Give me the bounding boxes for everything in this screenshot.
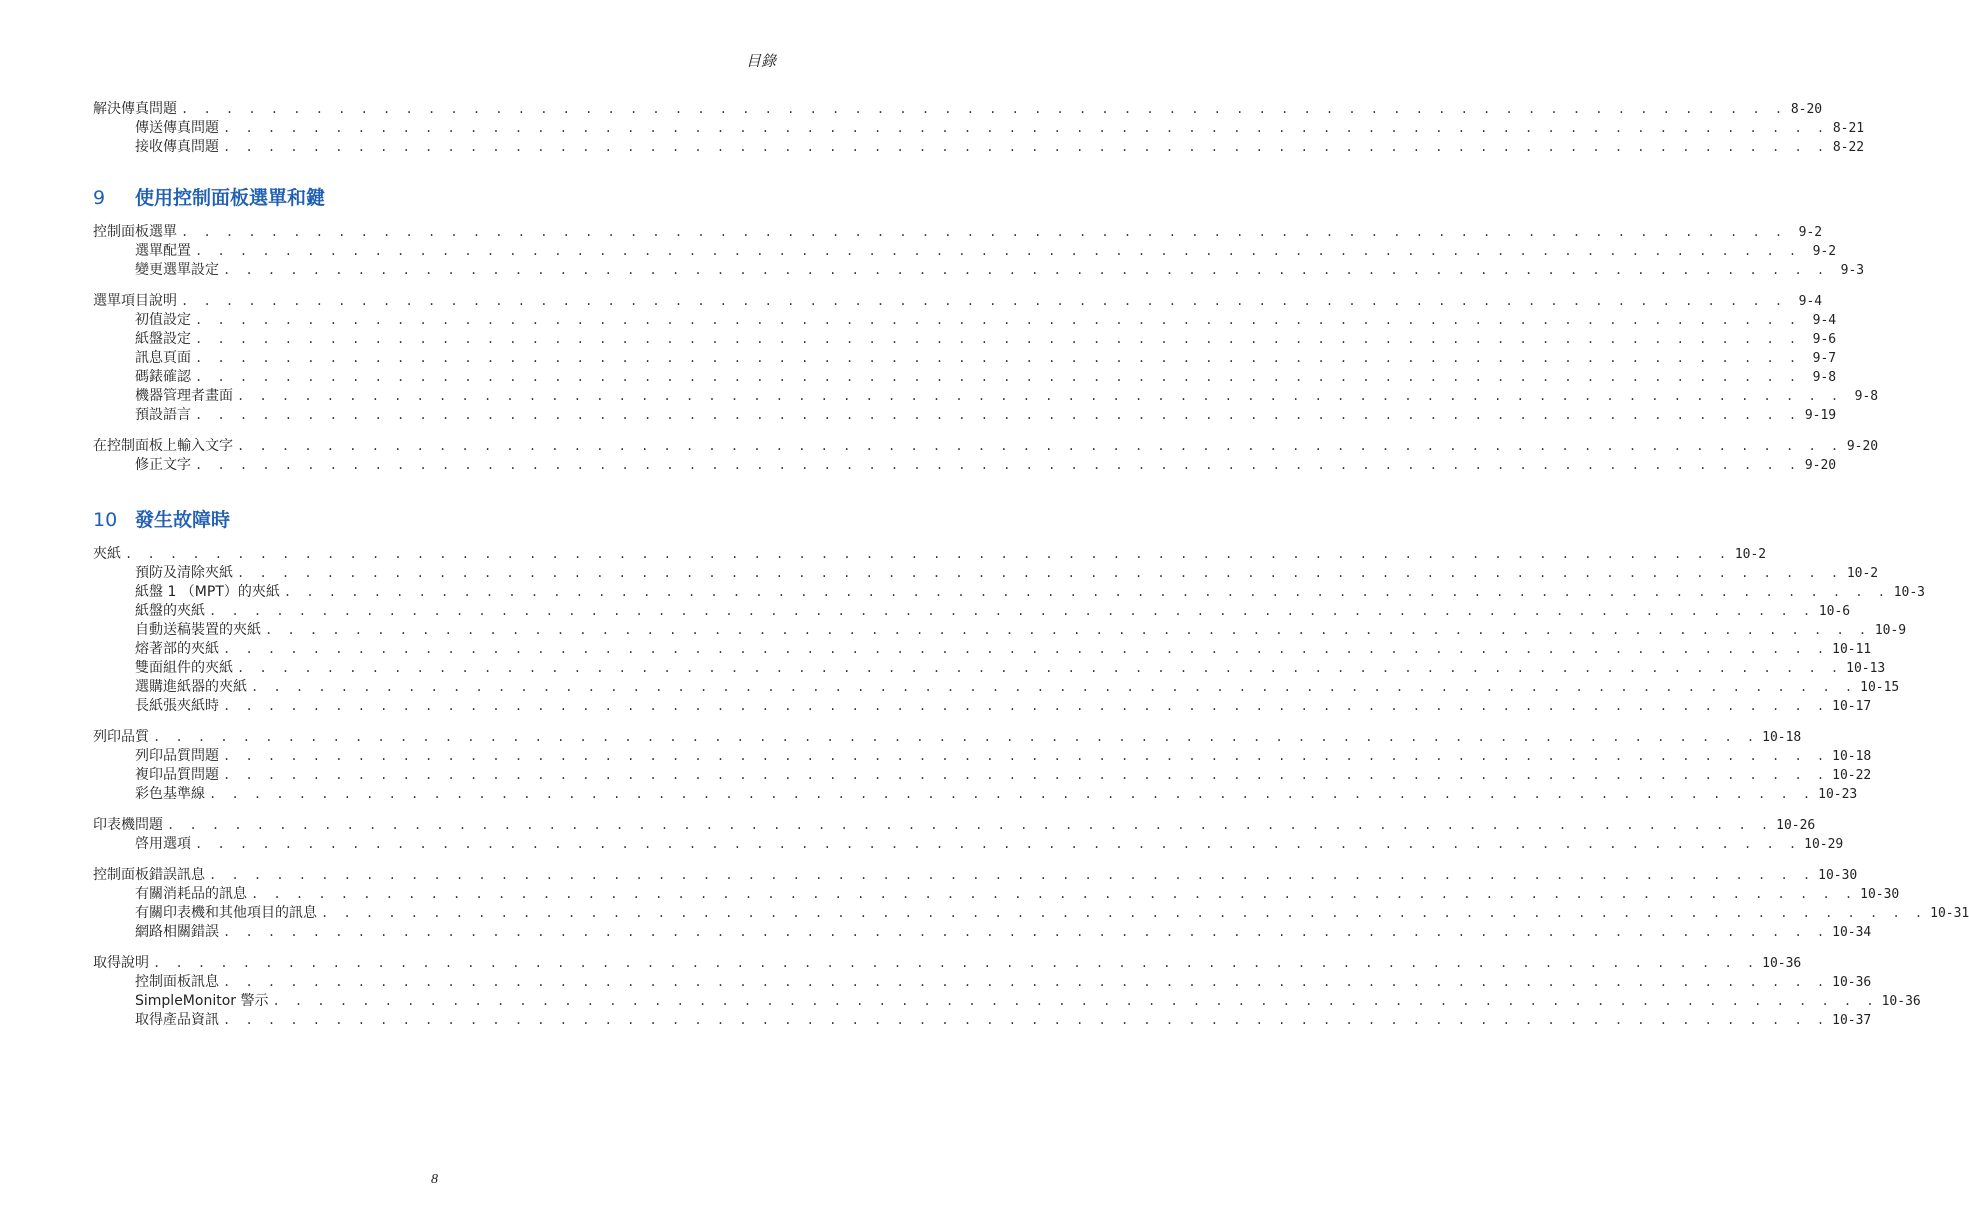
dot-leader: . . . . . . . . . . . . . . . . . . . . . . . . . . . . . . . . . . . . . . . . . . . . . . . . . . . . . . . . . . . . . . . . . . . . . . . . xyxy=(321,906,1927,920)
chapter-title: 發生故障時 xyxy=(135,509,231,531)
toc-entry[interactable] xyxy=(93,728,1802,747)
dot-leader: . . . . . . . . . . . . . . . . . . . . . . . . . . . . . . . . . . . . . . . . . . . . . . . . . . . . . . . . . . . . . . . . . . . . . . . . xyxy=(209,868,1815,882)
entry-title: 夾紙 xyxy=(93,546,121,562)
entry-title: 控制面板錯誤訊息 xyxy=(93,867,205,883)
toc-entry[interactable] xyxy=(93,954,1802,973)
entry-title: 碼錶確認 xyxy=(135,369,191,385)
entry-title: 預設語言 xyxy=(135,407,191,423)
entry-title: 選單配置 xyxy=(135,243,191,259)
toc-subentry[interactable] xyxy=(93,406,1837,425)
entry-page: 10-34 xyxy=(1832,925,1872,940)
dot-leader: . . . . . . . . . . . . . . . . . . . . . . . . . . . . . . . . . . . . . . . . . . . . . . . . . . . . . . . . . . . . . . . . . . . . . . . . xyxy=(237,439,1843,453)
toc-group xyxy=(93,223,1865,280)
entry-title: 複印品質問題 xyxy=(135,767,219,783)
toc-group xyxy=(93,437,1879,475)
toc-subentry[interactable] xyxy=(93,583,1926,602)
toc-entry[interactable] xyxy=(93,292,1823,311)
toc-subentry[interactable] xyxy=(93,119,1865,138)
entry-page: 9-19 xyxy=(1804,408,1837,423)
dot-leader: . . . . . . . . . . . . . . . . . . . . . . . . . . . . . . . . . . . . . . . . . . . . . . . . . . . . . . . . . . . . . . . . . . . . . . . . xyxy=(167,818,1773,832)
toc-subentry[interactable] xyxy=(93,602,1851,621)
toc-group xyxy=(93,954,1921,1030)
dot-leader: . . . . . . . . . . . . . . . . . . . . . . . . . . . . . . . . . . . . . . . . . . . . . . . . . . . . . . . . . . . . . . . . . . . . . . . . xyxy=(153,956,1759,970)
dot-leader: . . . . . . . . . . . . . . . . . . . . . . . . . . . . . . . . . . . . . . . . . . . . . . . . . . . . . . . . . . . . . . . . . . . . . . . . xyxy=(283,585,1890,599)
entry-title: 紙盤設定 xyxy=(135,331,191,347)
toc-subentry[interactable] xyxy=(93,640,1872,659)
toc-entry[interactable] xyxy=(93,223,1823,242)
toc-group xyxy=(93,545,1926,716)
toc-subentry[interactable] xyxy=(93,387,1879,406)
toc-entry[interactable] xyxy=(93,100,1823,119)
toc-subentry[interactable] xyxy=(93,904,1969,923)
entry-page: 10-36 xyxy=(1832,975,1872,990)
dot-leader: . . . . . . . . . . . . . . . . . . . . . . . . . . . . . . . . . . . . . . . . . . . . . . . . . . . . . . . . . . . . . . . . . . . . . . . . xyxy=(237,566,1843,580)
entry-page: 10-23 xyxy=(1818,787,1858,802)
dot-leader: . . . . . . . . . . . . . . . . . . . . . . . . . . . . . . . . . . . . . . . . . . . . . . . . . . . . . . . . . . . . . . . . . . . . . . . . xyxy=(237,389,1843,403)
entry-title: 控制面板選單 xyxy=(93,224,177,240)
entry-page: 9-4 xyxy=(1812,313,1837,328)
entry-page: 10-30 xyxy=(1860,887,1900,902)
entry-title: 訊息頁面 xyxy=(135,350,191,366)
entry-page: 10-17 xyxy=(1832,699,1872,714)
entry-page: 10-18 xyxy=(1832,749,1872,764)
dot-leader: . . . . . . . . . . . . . . . . . . . . . . . . . . . . . . . . . . . . . . . . . . . . . . . . . . . . . . . . . . . . . . . . . . . . . . . . xyxy=(209,787,1815,801)
dot-leader: . . . . . . . . . . . . . . . . . . . . . . . . . . . . . . . . . . . . . . . . . . . . . . . . . . . . . . . . . . . . . . . . . . . . . . . . xyxy=(195,313,1801,327)
dot-leader: . . . . . . . . . . . . . . . . . . . . . . . . . . . . . . . . . . . . . . . . . . . . . . . . . . . . . . . . . . . . . . . . . . . . . . . . xyxy=(223,749,1829,763)
dot-leader: . . . . . . . . . . . . . . . . . . . . . . . . . . . . . . . . . . . . . . . . . . . . . . . . . . . . . . . . . . . . . . . . . . . . . . . . xyxy=(223,768,1829,782)
toc-subentry[interactable] xyxy=(93,349,1837,368)
toc-group xyxy=(93,866,1969,942)
entry-title: 控制面板訊息 xyxy=(135,974,219,990)
entry-page: 8-21 xyxy=(1832,121,1865,136)
entry-title: 雙面組件的夾紙 xyxy=(135,660,233,676)
toc-group xyxy=(93,728,1872,804)
entry-title: 網路相關錯誤 xyxy=(135,924,219,940)
toc-subentry[interactable] xyxy=(93,697,1872,716)
toc-subentry[interactable] xyxy=(93,621,1907,640)
entry-title: 傳送傳真問題 xyxy=(135,120,219,136)
entry-page: 9-4 xyxy=(1798,294,1823,309)
dot-leader: . . . . . . . . . . . . . . . . . . . . . . . . . . . . . . . . . . . . . . . . . . . . . . . . . . . . . . . . . . . . . . . . . . . . . . . . xyxy=(251,680,1857,694)
toc-subentry[interactable] xyxy=(93,456,1837,475)
entry-page: 10-37 xyxy=(1832,1013,1872,1028)
chapter-number: 9 xyxy=(93,187,106,209)
dot-leader: . . . . . . . . . . . . . . . . . . . . . . . . . . . . . . . . . . . . . . . . . . . . . . . . . . . . . . . . . . . . . . . . . . . . . . . . xyxy=(209,604,1815,618)
entry-title: 修正文字 xyxy=(135,457,191,473)
entry-title: 列印品質問題 xyxy=(135,748,219,764)
entry-page: 10-13 xyxy=(1846,661,1886,676)
toc-subentry[interactable] xyxy=(93,311,1837,330)
entry-page: 10-36 xyxy=(1762,956,1802,971)
entry-page: 9-6 xyxy=(1812,332,1837,347)
entry-title: 取得產品資訊 xyxy=(135,1012,219,1028)
toc-subentry[interactable] xyxy=(93,242,1837,261)
dot-leader: . . . . . . . . . . . . . . . . . . . . . . . . . . . . . . . . . . . . . . . . . . . . . . . . . . . . . . . . . . . . . . . . . . . . . . . . xyxy=(223,1013,1829,1027)
chapter-title: 使用控制面板選單和鍵 xyxy=(135,187,326,209)
chapter-number: 10 xyxy=(93,509,118,531)
dot-leader: . . . . . . . . . . . . . . . . . . . . . . . . . . . . . . . . . . . . . . . . . . . . . . . . . . . . . . . . . . . . . . . . . . . . . . . . xyxy=(181,225,1787,239)
entry-page: 10-29 xyxy=(1804,837,1844,852)
dot-leader: . . . . . . . . . . . . . . . . . . . . . . . . . . . . . . . . . . . . . . . . . . . . . . . . . . . . . . . . . . . . . . . . . . . . . . . . xyxy=(181,102,1787,116)
entry-page: 9-20 xyxy=(1804,458,1837,473)
toc-subentry[interactable] xyxy=(93,564,1879,583)
entry-title: 接收傳真問題 xyxy=(135,139,219,155)
entry-title: 紙盤的夾紙 xyxy=(135,603,205,619)
entry-page: 10-31 xyxy=(1930,906,1969,921)
page-number: 8 xyxy=(431,1172,438,1187)
entry-title: 有關消耗品的訊息 xyxy=(135,886,247,902)
entry-page: 8-20 xyxy=(1790,102,1823,117)
entry-title: 預防及清除夾紙 xyxy=(135,565,233,581)
dot-leader: . . . . . . . . . . . . . . . . . . . . . . . . . . . . . . . . . . . . . . . . . . . . . . . . . . . . . . . . . . . . . . . . . . . . . . . . xyxy=(251,887,1857,901)
dot-leader: . . . . . . . . . . . . . . . . . . . . . . . . . . . . . . . . . . . . . . . . . . . . . . . . . . . . . . . . . . . . . . . . . . . . . . . . xyxy=(195,837,1801,851)
entry-title: 印表機問題 xyxy=(93,817,163,833)
toc-subentry[interactable] xyxy=(93,659,1886,678)
entry-page: 10-11 xyxy=(1832,642,1872,657)
entry-title: SimpleMonitor 警示 xyxy=(135,993,269,1009)
dot-leader: . . . . . . . . . . . . . . . . . . . . . . . . . . . . . . . . . . . . . . . . . . . . . . . . . . . . . . . . . . . . . . . . . . . . . . . . xyxy=(223,925,1829,939)
entry-title: 機器管理者畫面 xyxy=(135,388,233,404)
toc-entry[interactable] xyxy=(93,545,1767,564)
dot-leader: . . . . . . . . . . . . . . . . . . . . . . . . . . . . . . . . . . . . . . . . . . . . . . . . . . . . . . . . . . . . . . . . . . . . . . . . xyxy=(223,642,1829,656)
entry-title: 啓用選項 xyxy=(135,836,191,852)
dot-leader: . . . . . . . . . . . . . . . . . . . . . . . . . . . . . . . . . . . . . . . . . . . . . . . . . . . . . . . . . . . . . . . . . . . . . . . . xyxy=(265,623,1871,637)
toc-subentry[interactable] xyxy=(93,992,1921,1011)
dot-leader: . . . . . . . . . . . . . . . . . . . . . . . . . . . . . . . . . . . . . . . . . . . . . . . . . . . . . . . . . . . . . . . . . . . . . . . . xyxy=(195,244,1801,258)
entry-page: 10-18 xyxy=(1762,730,1802,745)
toc-subentry[interactable] xyxy=(93,785,1858,804)
toc-subentry[interactable] xyxy=(93,330,1837,349)
entry-title: 解決傳真問題 xyxy=(93,101,177,117)
entry-title: 選單項目說明 xyxy=(93,293,177,309)
dot-leader: . . . . . . . . . . . . . . . . . . . . . . . . . . . . . . . . . . . . . . . . . . . . . . . . . . . . . . . . . . . . . . . . . . . . . . . . xyxy=(237,661,1843,675)
entry-page: 9-2 xyxy=(1798,225,1823,240)
entry-title: 長紙張夾紙時 xyxy=(135,698,219,714)
entry-title: 選購進紙器的夾紙 xyxy=(135,679,247,695)
entry-page: 9-2 xyxy=(1812,244,1837,259)
dot-leader: . . . . . . . . . . . . . . . . . . . . . . . . . . . . . . . . . . . . . . . . . . . . . . . . . . . . . . . . . . . . . . . . . . . . . . . . xyxy=(195,458,1801,472)
entry-page: 9-3 xyxy=(1840,263,1865,278)
entry-page: 10-6 xyxy=(1818,604,1851,619)
entry-page: 9-7 xyxy=(1812,351,1837,366)
entry-title: 彩色基準線 xyxy=(135,786,205,802)
entry-title: 變更選單設定 xyxy=(135,262,219,278)
toc-subentry[interactable] xyxy=(93,138,1865,157)
dot-leader: . . . . . . . . . . . . . . . . . . . . . . . . . . . . . . . . . . . . . . . . . . . . . . . . . . . . . . . . . . . . . . . . . . . . . . . . xyxy=(223,699,1829,713)
toc-subentry[interactable] xyxy=(93,973,1872,992)
entry-title: 取得說明 xyxy=(93,955,149,971)
entry-title: 初值設定 xyxy=(135,312,191,328)
toc-group xyxy=(93,100,1865,157)
dot-leader: . . . . . . . . . . . . . . . . . . . . . . . . . . . . . . . . . . . . . . . . . . . . . . . . . . . . . . . . . . . . . . . . . . . . . . . . xyxy=(223,121,1829,135)
dot-leader: . . . . . . . . . . . . . . . . . . . . . . . . . . . . . . . . . . . . . . . . . . . . . . . . . . . . . . . . . . . . . . . . . . . . . . . . xyxy=(195,351,1801,365)
toc-entry[interactable] xyxy=(93,437,1879,456)
entry-page: 10-30 xyxy=(1818,868,1858,883)
entry-title: 紙盤 1 （MPT）的夾紙 xyxy=(135,584,280,600)
entry-title: 在控制面板上輸入文字 xyxy=(93,438,233,454)
toc-subentry[interactable] xyxy=(93,368,1837,387)
toc-subentry[interactable] xyxy=(93,923,1872,942)
entry-page: 10-2 xyxy=(1846,566,1879,581)
toc-subentry[interactable] xyxy=(93,1011,1872,1030)
entry-page: 10-22 xyxy=(1832,768,1872,783)
table-of-contents xyxy=(93,100,1969,1042)
entry-page: 10-3 xyxy=(1893,585,1926,600)
entry-page: 10-15 xyxy=(1860,680,1900,695)
toc-subentry[interactable] xyxy=(93,835,1844,854)
entry-page: 9-20 xyxy=(1846,439,1879,454)
dot-leader: . . . . . . . . . . . . . . . . . . . . . . . . . . . . . . . . . . . . . . . . . . . . . . . . . . . . . . . . . . . . . . . . . . . . . . . . xyxy=(153,730,1759,744)
entry-page: 9-8 xyxy=(1854,389,1879,404)
entry-page: 10-36 xyxy=(1881,994,1921,1009)
dot-leader: . . . . . . . . . . . . . . . . . . . . . . . . . . . . . . . . . . . . . . . . . . . . . . . . . . . . . . . . . . . . . . . . . . . . . . . . xyxy=(223,263,1829,277)
entry-page: 8-22 xyxy=(1832,140,1865,155)
entry-title: 列印品質 xyxy=(93,729,149,745)
entry-title: 有關印表機和其他項目的訊息 xyxy=(135,905,317,921)
dot-leader: . . . . . . . . . . . . . . . . . . . . . . . . . . . . . . . . . . . . . . . . . . . . . . . . . . . . . . . . . . . . . . . . . . . . . . . . xyxy=(195,332,1801,346)
running-header-title: 目錄 xyxy=(745,54,776,70)
entry-page: 10-2 xyxy=(1734,547,1767,562)
entry-title: 自動送稿裝置的夾紙 xyxy=(135,622,261,638)
entry-page: 10-26 xyxy=(1776,818,1816,833)
dot-leader: . . . . . . . . . . . . . . . . . . . . . . . . . . . . . . . . . . . . . . . . . . . . . . . . . . . . . . . . . . . . . . . . . . . . . . . . xyxy=(195,408,1801,422)
chapter-heading[interactable] xyxy=(93,183,768,209)
toc-subentry[interactable] xyxy=(93,678,1900,697)
entry-page: 9-8 xyxy=(1812,370,1837,385)
dot-leader: . . . . . . . . . . . . . . . . . . . . . . . . . . . . . . . . . . . . . . . . . . . . . . . . . . . . . . . . . . . . . . . . . . . . . . . . xyxy=(181,294,1787,308)
toc-subentry[interactable] xyxy=(93,261,1865,280)
toc-subentry[interactable] xyxy=(93,885,1900,904)
toc-subentry[interactable] xyxy=(93,747,1872,766)
toc-group xyxy=(93,292,1879,425)
dot-leader: . . . . . . . . . . . . . . . . . . . . . . . . . . . . . . . . . . . . . . . . . . . . . . . . . . . . . . . . . . . . . . . . . . . . . . . . xyxy=(223,975,1829,989)
toc-subentry[interactable] xyxy=(93,766,1872,785)
toc-group xyxy=(93,816,1844,854)
toc-entry[interactable] xyxy=(93,816,1816,835)
dot-leader: . . . . . . . . . . . . . . . . . . . . . . . . . . . . . . . . . . . . . . . . . . . . . . . . . . . . . . . . . . . . . . . . . . . . . . . . xyxy=(125,547,1731,561)
entry-title: 熔著部的夾紙 xyxy=(135,641,219,657)
dot-leader: . . . . . . . . . . . . . . . . . . . . . . . . . . . . . . . . . . . . . . . . . . . . . . . . . . . . . . . . . . . . . . . . . . . . . . . . xyxy=(195,370,1801,384)
entry-page: 10-9 xyxy=(1874,623,1907,638)
dot-leader: . . . . . . . . . . . . . . . . . . . . . . . . . . . . . . . . . . . . . . . . . . . . . . . . . . . . . . . . . . . . . . . . . . . . . . . . xyxy=(272,994,1878,1008)
dot-leader: . . . . . . . . . . . . . . . . . . . . . . . . . . . . . . . . . . . . . . . . . . . . . . . . . . . . . . . . . . . . . . . . . . . . . . . . xyxy=(223,140,1829,154)
toc-entry[interactable] xyxy=(93,866,1858,885)
chapter-heading[interactable] xyxy=(93,505,768,531)
